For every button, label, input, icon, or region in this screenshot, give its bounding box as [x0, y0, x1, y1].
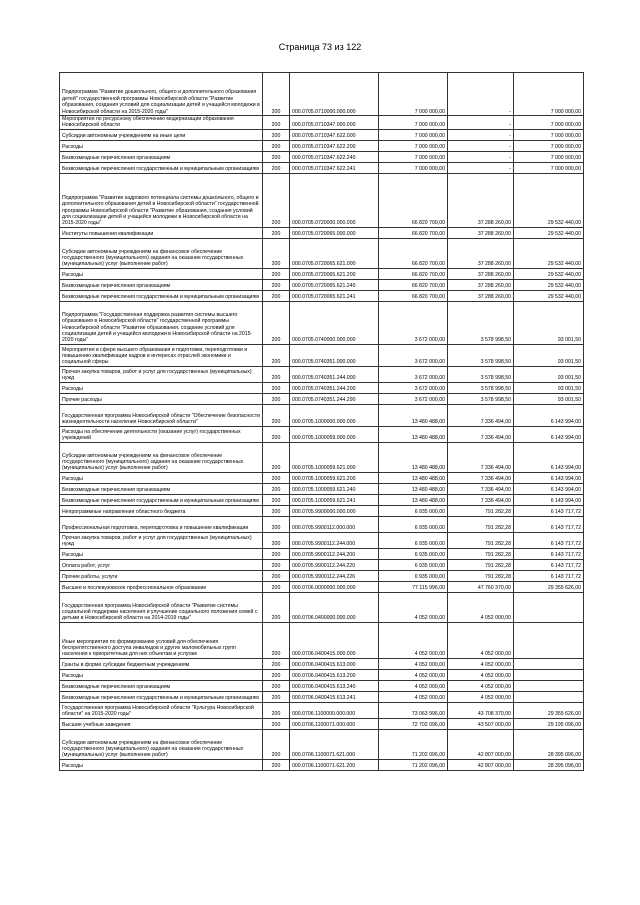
row-csr-cell: 000.0705.0710347.622.240: [290, 151, 379, 162]
row-remaining-cell: 6 143 994,00: [514, 426, 584, 442]
table-row: [60, 516, 584, 532]
row-remaining-cell: 29 532 440,00: [514, 238, 584, 268]
row-executed-cell: 791 282,28: [448, 559, 514, 570]
table-row: [60, 344, 584, 366]
row-name-cell: Государственная программа Новосибирской области "Развитие системы социальной поддержки населения и улучшение социального положения семей с детьми в Новосибирской области на 2014-2019 годы": [60, 592, 263, 622]
row-csr-cell: 000.0705.0720000.000.000: [290, 173, 379, 227]
table-row: [60, 472, 584, 483]
row-csr-cell: 000.0705.1000059.621.200: [290, 472, 379, 483]
row-name-cell: Субсидии автономным учреждениям на финансовое обеспечение государственного (муниципального) задания на оказание государственных (муниципальных) услуг (выполнение работ): [60, 238, 263, 268]
row-name-cell: Безвозмездные перечисления государственным и муниципальным организациям: [60, 691, 263, 702]
row-executed-cell: 7 336 494,00: [448, 494, 514, 505]
row-code-cell: 200: [263, 173, 290, 227]
row-csr-cell: 000.0705.0710347.622.000: [290, 129, 379, 140]
row-csr-cell: 000.0705.0710000.000.000: [290, 73, 379, 116]
row-code-cell: 200: [263, 366, 290, 382]
row-planned-cell: 4 052 000,00: [379, 691, 448, 702]
row-planned-cell: 13 480 488,00: [379, 472, 448, 483]
row-executed-cell: 3 578 998,50: [448, 366, 514, 382]
table-row: [60, 426, 584, 442]
row-name-cell: Расходы: [60, 140, 263, 151]
row-planned-cell: 3 672 000,00: [379, 382, 448, 393]
row-executed-cell: 37 288 260,00: [448, 268, 514, 279]
row-executed-cell: 4 052 000,00: [448, 680, 514, 691]
row-planned-cell: 6 935 000,00: [379, 570, 448, 581]
row-executed-cell: 791 282,28: [448, 532, 514, 548]
table-row: [60, 505, 584, 516]
row-code-cell: 200: [263, 140, 290, 151]
row-code-cell: 200: [263, 151, 290, 162]
page-header: [0, 42, 640, 52]
row-planned-cell: 13 480 488,00: [379, 426, 448, 442]
row-remaining-cell: 29 532 440,00: [514, 173, 584, 227]
row-remaining-cell: 6 143 994,00: [514, 483, 584, 494]
row-executed-cell: 37 288 260,00: [448, 238, 514, 268]
row-name-cell: Безвозмездные перечисления государственным и муниципальным организациям: [60, 290, 263, 301]
table-row: [60, 382, 584, 393]
row-code-cell: 200: [263, 680, 290, 691]
row-csr-cell: 000.0706.0400415.613.241: [290, 691, 379, 702]
row-name-cell: Субсидии автономным учреждениям на иные цели: [60, 129, 263, 140]
row-executed-cell: 4 052 000,00: [448, 658, 514, 669]
row-remaining-cell: 7 000 000,00: [514, 73, 584, 116]
row-remaining-cell: 6 143 717,72: [514, 559, 584, 570]
row-planned-cell: 7 000 000,00: [379, 73, 448, 116]
row-planned-cell: 73 063 996,00: [379, 702, 448, 718]
row-remaining-cell: 29 532 440,00: [514, 290, 584, 301]
row-csr-cell: 000.0706.0400000.000.000: [290, 592, 379, 622]
row-csr-cell: 000.0706.0400415.000.000: [290, 622, 379, 658]
row-code-cell: 200: [263, 268, 290, 279]
row-csr-cell: 000.0705.0720065.621.241: [290, 290, 379, 301]
row-csr-cell: 000.0705.0720065.000.000: [290, 227, 379, 238]
row-remaining-cell: 93 001,50: [514, 393, 584, 404]
row-planned-cell: 6 935 000,00: [379, 548, 448, 559]
row-name-cell: Оплата работ, услуг: [60, 559, 263, 570]
row-planned-cell: 77 115 996,00: [379, 581, 448, 592]
row-name-cell: Прочие работы, услуги: [60, 570, 263, 581]
row-remaining-cell: [514, 658, 584, 669]
row-executed-cell: 43 708 370,00: [448, 702, 514, 718]
row-planned-cell: 66 820 700,00: [379, 290, 448, 301]
table-row: [60, 581, 584, 592]
row-planned-cell: 13 480 488,00: [379, 483, 448, 494]
row-csr-cell: 000.0705.0710347.622.200: [290, 140, 379, 151]
row-code-cell: 200: [263, 442, 290, 472]
row-code-cell: 200: [263, 472, 290, 483]
table-row: [60, 116, 584, 130]
row-code-cell: 200: [263, 382, 290, 393]
row-csr-cell: 000.0705.0710347.622.241: [290, 162, 379, 173]
row-code-cell: 200: [263, 505, 290, 516]
row-name-cell: Государственная программа Новосибирской области "Обеспечение безопасности жизнедеятельности населения Новосибирской области": [60, 404, 263, 426]
row-executed-cell: 37 288 260,00: [448, 290, 514, 301]
row-planned-cell: 3 672 000,00: [379, 301, 448, 344]
table-row: [60, 290, 584, 301]
row-name-cell: Расходы: [60, 759, 263, 770]
row-code-cell: 200: [263, 532, 290, 548]
row-remaining-cell: 7 000 000,00: [514, 151, 584, 162]
table-row: [60, 532, 584, 548]
row-csr-cell: 000.0705.1000059.621.241: [290, 494, 379, 505]
table-row: [60, 548, 584, 559]
row-name-cell: Непрограммные направления областного бюджета: [60, 505, 263, 516]
row-code-cell: 200: [263, 658, 290, 669]
table-row: [60, 494, 584, 505]
row-name-cell: Иные мероприятия по формированию условий для обеспечения беспрепятственного доступа инвалидов и других маломобильных групп населения к приоритетным для них объектам и услугам: [60, 622, 263, 658]
row-planned-cell: 3 672 000,00: [379, 393, 448, 404]
table-row: [60, 702, 584, 718]
row-code-cell: 200: [263, 622, 290, 658]
row-code-cell: 200: [263, 227, 290, 238]
table-row: [60, 404, 584, 426]
table-row: [60, 559, 584, 570]
row-remaining-cell: [514, 622, 584, 658]
row-remaining-cell: 6 143 994,00: [514, 442, 584, 472]
table-row: [60, 729, 584, 759]
row-executed-cell: 4 052 000,00: [448, 592, 514, 622]
row-csr-cell: 000.0706.0400415.613.240: [290, 680, 379, 691]
row-code-cell: 200: [263, 279, 290, 290]
table-row: [60, 718, 584, 729]
row-code-cell: 200: [263, 483, 290, 494]
row-planned-cell: 7 000 000,00: [379, 151, 448, 162]
row-name-cell: Расходы: [60, 669, 263, 680]
row-planned-cell: 13 480 488,00: [379, 442, 448, 472]
row-remaining-cell: 93 001,50: [514, 382, 584, 393]
row-planned-cell: 71 202 096,00: [379, 729, 448, 759]
table-row: [60, 570, 584, 581]
row-executed-cell: 37 288 260,00: [448, 227, 514, 238]
row-planned-cell: 4 052 000,00: [379, 592, 448, 622]
table-row: [60, 173, 584, 227]
row-planned-cell: 4 052 000,00: [379, 669, 448, 680]
row-name-cell: Высшее и послевузовское профессиональное образование: [60, 581, 263, 592]
row-executed-cell: 7 336 494,00: [448, 404, 514, 426]
row-code-cell: 200: [263, 559, 290, 570]
row-planned-cell: 66 820 700,00: [379, 173, 448, 227]
row-remaining-cell: 7 000 000,00: [514, 162, 584, 173]
row-remaining-cell: 93 001,50: [514, 301, 584, 344]
row-remaining-cell: [514, 669, 584, 680]
row-remaining-cell: 6 143 994,00: [514, 472, 584, 483]
row-remaining-cell: 6 143 994,00: [514, 494, 584, 505]
table-row: [60, 759, 584, 770]
row-executed-cell: -: [448, 73, 514, 116]
row-remaining-cell: 6 143 717,72: [514, 570, 584, 581]
row-code-cell: 200: [263, 73, 290, 116]
row-csr-cell: 000.0705.1000000.000.000: [290, 404, 379, 426]
row-executed-cell: -: [448, 151, 514, 162]
row-name-cell: Безвозмездные перечисления государственным и муниципальным организациям: [60, 162, 263, 173]
page-number-label: Страница 73 из 122: [278, 42, 362, 52]
table-row: [60, 592, 584, 622]
row-executed-cell: 4 052 000,00: [448, 691, 514, 702]
row-csr-cell: 000.0705.1000059.621.240: [290, 483, 379, 494]
row-planned-cell: 4 052 000,00: [379, 658, 448, 669]
row-remaining-cell: 7 000 000,00: [514, 116, 584, 130]
row-executed-cell: 47 760 370,00: [448, 581, 514, 592]
row-name-cell: Прочие расходы: [60, 393, 263, 404]
row-csr-cell: 000.0706.0000000.000.000: [290, 581, 379, 592]
row-code-cell: 200: [263, 691, 290, 702]
row-csr-cell: 000.0705.9900000.000.000: [290, 505, 379, 516]
row-csr-cell: 000.0706.1100071.621.000: [290, 729, 379, 759]
row-executed-cell: 791 282,28: [448, 516, 514, 532]
row-remaining-cell: 29 532 440,00: [514, 227, 584, 238]
row-executed-cell: -: [448, 162, 514, 173]
row-executed-cell: 7 336 494,00: [448, 442, 514, 472]
row-name-cell: Подпрограмма "Государственная поддержка развития системы высшего образования в Новосибирской области" государственной программы Новосибирской области "Развитие образования, создание условий для социализации детей и учащейся молодежи в Новосибирской области на 2015-2020 годы": [60, 301, 263, 344]
row-executed-cell: 3 578 998,50: [448, 393, 514, 404]
row-csr-cell: 000.0706.1100071.000.000: [290, 718, 379, 729]
row-name-cell: Субсидии автономным учреждениям на финансовое обеспечение государственного (муниципального) задания на оказание государственных (муниципальных) услуг (выполнение работ): [60, 442, 263, 472]
row-planned-cell: 3 672 000,00: [379, 344, 448, 366]
row-name-cell: Безвозмездные перечисления государственным и муниципальным организациям: [60, 494, 263, 505]
row-remaining-cell: 6 143 994,00: [514, 404, 584, 426]
row-code-cell: 200: [263, 729, 290, 759]
row-name-cell: Государственная программа Новосибирской области "Культура Новосибирской области" на 2015-2020 годы": [60, 702, 263, 718]
row-name-cell: Субсидии автономным учреждениям на финансовое обеспечение государственного (муниципального) задания на оказание государственных (муниципальных) услуг (выполнение работ): [60, 729, 263, 759]
row-csr-cell: 000.0705.1000059.621.000: [290, 442, 379, 472]
row-code-cell: 200: [263, 669, 290, 680]
row-name-cell: Профессиональная подготовка, переподготовка и повышение квалификации: [60, 516, 263, 532]
row-code-cell: 200: [263, 426, 290, 442]
row-code-cell: 200: [263, 162, 290, 173]
row-csr-cell: 000.0705.0740351.244.000: [290, 366, 379, 382]
row-planned-cell: 7 000 000,00: [379, 140, 448, 151]
row-planned-cell: 3 672 000,00: [379, 366, 448, 382]
row-code-cell: 200: [263, 702, 290, 718]
row-remaining-cell: [514, 592, 584, 622]
row-remaining-cell: 6 143 717,72: [514, 532, 584, 548]
row-csr-cell: 000.0705.0740351.000.000: [290, 344, 379, 366]
table-row: [60, 279, 584, 290]
row-code-cell: 200: [263, 570, 290, 581]
row-code-cell: 200: [263, 238, 290, 268]
row-planned-cell: 6 935 000,00: [379, 516, 448, 532]
row-executed-cell: 43 507 000,00: [448, 718, 514, 729]
row-executed-cell: 3 578 998,50: [448, 301, 514, 344]
row-remaining-cell: 6 143 717,72: [514, 505, 584, 516]
table-row: [60, 622, 584, 658]
row-executed-cell: 42 807 000,00: [448, 729, 514, 759]
row-name-cell: Расходы на обеспечение деятельности (оказание услуг) государственных учреждений: [60, 426, 263, 442]
row-csr-cell: 000.0706.1100071.621.200: [290, 759, 379, 770]
row-remaining-cell: 29 532 440,00: [514, 268, 584, 279]
row-code-cell: 200: [263, 718, 290, 729]
row-name-cell: Мероприятия по ресурсному обеспечению модернизации образования Новосибирской области: [60, 116, 263, 130]
row-executed-cell: 4 052 000,00: [448, 669, 514, 680]
row-planned-cell: 71 202 096,00: [379, 759, 448, 770]
row-remaining-cell: 7 000 000,00: [514, 140, 584, 151]
row-name-cell: Гранты в форме субсидии бюджетным учреждениям: [60, 658, 263, 669]
row-code-cell: 200: [263, 393, 290, 404]
table-row: [60, 658, 584, 669]
row-csr-cell: 000.0705.9900112.244.220: [290, 559, 379, 570]
table-row: [60, 680, 584, 691]
row-remaining-cell: 6 143 717,72: [514, 516, 584, 532]
row-code-cell: 200: [263, 129, 290, 140]
row-csr-cell: 000.0705.0710347.000.000: [290, 116, 379, 130]
row-remaining-cell: 93 001,50: [514, 366, 584, 382]
row-csr-cell: 000.0705.9900112.000.000: [290, 516, 379, 532]
table-row: [60, 366, 584, 382]
row-planned-cell: 6 935 000,00: [379, 532, 448, 548]
row-executed-cell: 37 288 260,00: [448, 279, 514, 290]
row-executed-cell: 7 336 494,00: [448, 472, 514, 483]
row-executed-cell: 791 282,28: [448, 505, 514, 516]
row-executed-cell: 7 336 494,00: [448, 426, 514, 442]
row-name-cell: Расходы: [60, 548, 263, 559]
row-planned-cell: 66 820 700,00: [379, 238, 448, 268]
row-planned-cell: 13 480 488,00: [379, 404, 448, 426]
row-name-cell: Мероприятия в сфере высшего образования и подготовки, переподготовки и повышению квалификации кадров в интересах отраслей экономики и социальной сферы: [60, 344, 263, 366]
row-remaining-cell: 28 395 096,00: [514, 759, 584, 770]
row-executed-cell: 4 052 000,00: [448, 622, 514, 658]
row-executed-cell: 42 807 000,00: [448, 759, 514, 770]
row-code-cell: 200: [263, 516, 290, 532]
row-planned-cell: 13 480 488,00: [379, 494, 448, 505]
row-remaining-cell: 29 355 626,00: [514, 702, 584, 718]
table-row: [60, 669, 584, 680]
row-remaining-cell: 28 395 096,00: [514, 729, 584, 759]
row-csr-cell: 000.0706.0400415.613.000: [290, 658, 379, 669]
row-code-cell: 200: [263, 116, 290, 130]
row-remaining-cell: [514, 691, 584, 702]
row-csr-cell: 000.0705.0720065.621.000: [290, 238, 379, 268]
table-row: [60, 393, 584, 404]
row-code-cell: 200: [263, 581, 290, 592]
row-remaining-cell: 93 001,50: [514, 344, 584, 366]
row-remaining-cell: 29 355 626,00: [514, 581, 584, 592]
row-executed-cell: -: [448, 129, 514, 140]
table-row: [60, 227, 584, 238]
row-name-cell: Безвозмездные перечисления организациям: [60, 680, 263, 691]
row-name-cell: Расходы: [60, 382, 263, 393]
table-row: [60, 162, 584, 173]
row-executed-cell: 3 578 998,50: [448, 382, 514, 393]
row-planned-cell: 7 000 000,00: [379, 162, 448, 173]
row-code-cell: 200: [263, 301, 290, 344]
row-name-cell: Институты повышения квалификации: [60, 227, 263, 238]
table-row: [60, 442, 584, 472]
row-name-cell: Безвозмездные перечисления организациям: [60, 151, 263, 162]
row-planned-cell: 66 820 700,00: [379, 279, 448, 290]
row-planned-cell: 7 000 000,00: [379, 129, 448, 140]
table-row: [60, 691, 584, 702]
row-remaining-cell: 7 000 000,00: [514, 129, 584, 140]
row-code-cell: 200: [263, 494, 290, 505]
row-name-cell: Прочая закупка товаров, работ и услуг для государственных (муниципальных) нужд: [60, 532, 263, 548]
row-csr-cell: 000.0705.1000059.000.000: [290, 426, 379, 442]
table-row: [60, 140, 584, 151]
row-remaining-cell: 29 195 096,00: [514, 718, 584, 729]
row-planned-cell: 66 820 700,00: [379, 227, 448, 238]
table-row: [60, 268, 584, 279]
row-planned-cell: 72 702 096,00: [379, 718, 448, 729]
row-executed-cell: 7 336 494,00: [448, 483, 514, 494]
row-executed-cell: 3 578 998,50: [448, 344, 514, 366]
row-code-cell: 200: [263, 344, 290, 366]
row-executed-cell: -: [448, 140, 514, 151]
row-csr-cell: 000.0705.9900112.244.200: [290, 548, 379, 559]
table-body: [60, 73, 584, 771]
row-csr-cell: 000.0705.0720065.621.200: [290, 268, 379, 279]
row-csr-cell: 000.0705.0740351.244.290: [290, 393, 379, 404]
row-name-cell: Подпрограмма "Развитие дошкольного, общего и дополнительного образования детей" государственной программы Новосибирской области "Развитие образования, создания условий для социализации детей и учащейся молодежи в Новосибирской области на 2015-2020 годы": [60, 73, 263, 116]
row-code-cell: 200: [263, 548, 290, 559]
row-planned-cell: 66 820 700,00: [379, 268, 448, 279]
row-executed-cell: 791 282,28: [448, 570, 514, 581]
row-planned-cell: 4 052 000,00: [379, 680, 448, 691]
row-remaining-cell: 29 532 440,00: [514, 279, 584, 290]
row-name-cell: Безвозмездные перечисления организациям: [60, 483, 263, 494]
row-csr-cell: 000.0705.9900112.244.000: [290, 532, 379, 548]
table-row: [60, 483, 584, 494]
row-planned-cell: 6 935 000,00: [379, 559, 448, 570]
row-name-cell: Прочая закупка товаров, работ и услуг для государственных (муниципальных) нужд: [60, 366, 263, 382]
row-name-cell: Подпрограмма "Развитие кадрового потенциала системы дошкольного, общего и дополнительного образования детей в Новосибирской области" государственной программы Новосибирской области "Развитие образования, создания условий для социализации детей и учащейся молодежи в Новосибирской области на 2015-2020 годы": [60, 173, 263, 227]
row-name-cell: Расходы: [60, 268, 263, 279]
row-planned-cell: 7 000 000,00: [379, 116, 448, 130]
table-row: [60, 151, 584, 162]
table-row: [60, 301, 584, 344]
row-code-cell: 200: [263, 404, 290, 426]
row-csr-cell: 000.0705.0740000.000.000: [290, 301, 379, 344]
row-code-cell: 200: [263, 290, 290, 301]
row-name-cell: Расходы: [60, 472, 263, 483]
row-executed-cell: 37 288 260,00: [448, 173, 514, 227]
row-csr-cell: 000.0705.9900112.244.226: [290, 570, 379, 581]
row-remaining-cell: [514, 680, 584, 691]
table-row: [60, 238, 584, 268]
row-executed-cell: -: [448, 116, 514, 130]
table-row: [60, 73, 584, 116]
row-name-cell: Высшие учебные заведения: [60, 718, 263, 729]
row-executed-cell: 791 282,28: [448, 548, 514, 559]
row-csr-cell: 000.0706.1100000.000.000: [290, 702, 379, 718]
row-code-cell: 200: [263, 759, 290, 770]
row-csr-cell: 000.0705.0720065.621.240: [290, 279, 379, 290]
row-name-cell: Безвозмездные перечисления организациям: [60, 279, 263, 290]
table-row: [60, 129, 584, 140]
row-remaining-cell: 6 143 717,72: [514, 548, 584, 559]
row-csr-cell: 000.0705.0740351.244.200: [290, 382, 379, 393]
budget-execution-table: [59, 72, 584, 771]
row-code-cell: 200: [263, 592, 290, 622]
row-planned-cell: 6 935 000,00: [379, 505, 448, 516]
row-csr-cell: 000.0706.0400415.613.200: [290, 669, 379, 680]
row-planned-cell: 4 052 000,00: [379, 622, 448, 658]
